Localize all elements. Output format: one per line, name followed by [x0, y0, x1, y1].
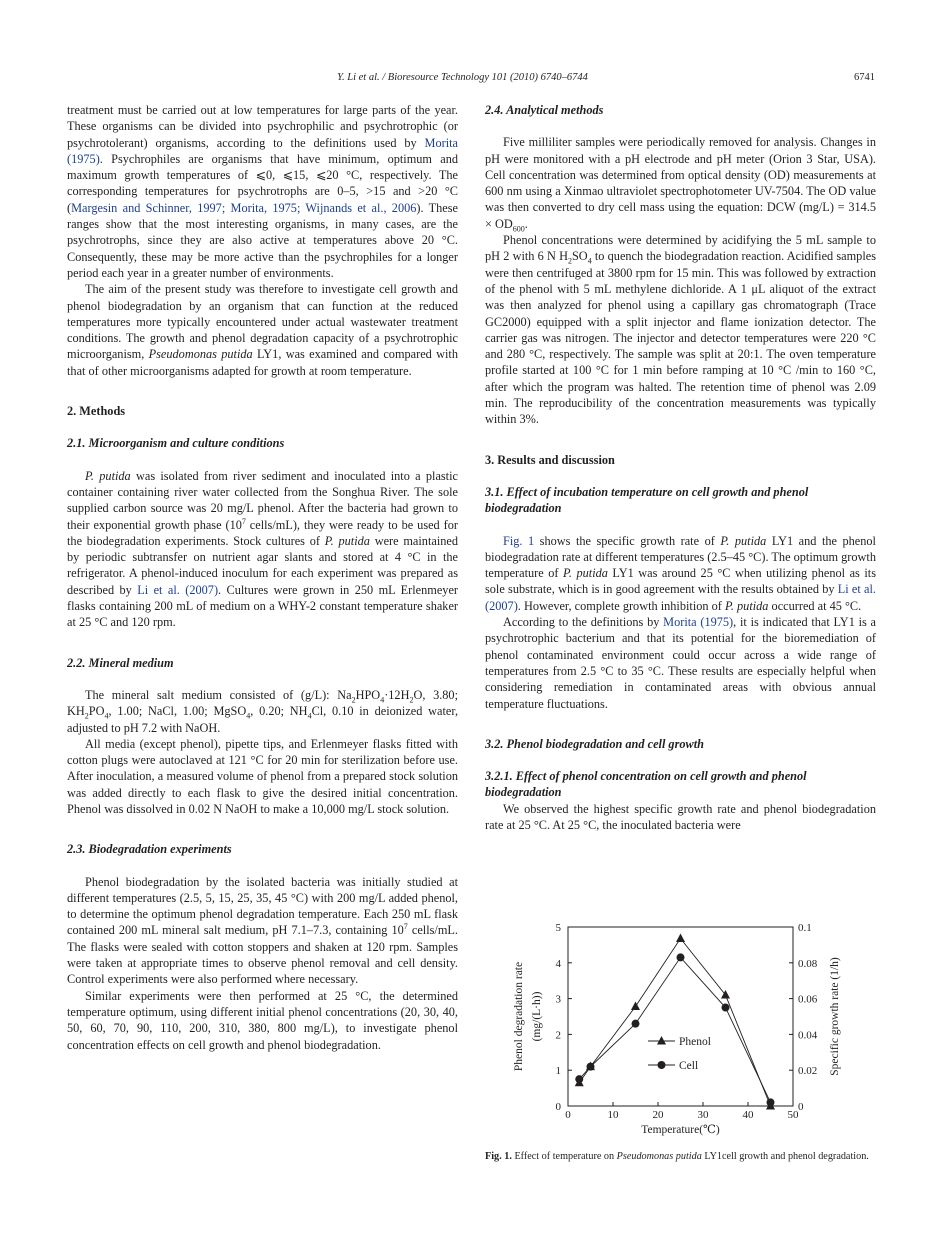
paragraph-2-3b: Similar experiments were then performed at 25 °C, the determined temperature optimum, using different initial phenol concentrations (20, 30, 40, 50, 60, 70, 90, 110, 200, 310, 380, 800 mg/L), to investigate phenol concentration effects on cell growth and phenol biodegradation. [67, 988, 458, 1052]
citation-link[interactable]: Margesin and Schinner, 1997; Morita, 1975; Wijnands et al., 2006 [71, 200, 417, 215]
page-number: 6741 [854, 72, 875, 83]
paragraph-2-4b: Phenol concentrations were determined by acidifying the 5 mL sample to pH 2 with 6 N $H_2SO_4$ to quench the biodegradation reaction. Acidified samples were then centrifuged at 3800 rpm for 15 min. This was followed by extraction of the phenol with 5 mL methylene dichloride. A 1 μL aliquot of the extract was then analyzed for phenol using a capillary gas chromatograph (Trace GC2000) equipped with a split injector and flame ionization detector. The carrier gas was nitrogen. The injector and detector temperatures were 220 °C and 280 °C, respectively. The sample was split at 20:1. The oven temperature profile started at 100 °C for 1 min before ramping at 10 °C /min to 160 °C, after which the program was halted. The retention time of phenol was 2.09 min. The reproducibility of the concentration measurements was typically within 3%. [485, 233, 876, 427]
citation-link[interactable]: Morita (1975) [663, 615, 734, 630]
right-column [485, 102, 876, 833]
series-line-cell [579, 957, 770, 1102]
triangle-marker-icon [676, 933, 685, 942]
y2-tick-label: 0.02 [798, 1065, 818, 1078]
legend-circle-icon [658, 1061, 666, 1069]
y-tick-label: 0 [555, 1101, 561, 1113]
y2-tick-label: 0.08 [798, 957, 818, 970]
y2-tick-label: 0.1 [798, 922, 812, 934]
citation-link[interactable]: Li et al. (2007) [137, 582, 219, 597]
left-column [67, 102, 458, 1053]
y-tick-label: 5 [555, 922, 561, 934]
citation-link[interactable]: Li et al. (2007) [485, 582, 877, 613]
y-tick-label: 1 [555, 1065, 561, 1078]
paragraph-3-1b: According to the definitions by Morita (1975), it is indicated that LY1 is a psychrotrophic bacterium and that its potential for the bioremediation of phenol contaminated environment could occur across a wide range of temperatures from 2.5 °C to 35 °C. These results are especially helpful when considering remediation in contaminated areas with obvious annual temperature fluctuations. [485, 615, 876, 711]
legend-label: Phenol [679, 1036, 711, 1048]
x-tick-label: 30 [697, 1109, 709, 1121]
subsection-heading-3-1: 3.1. Effect of incubation temperature on cell growth and phenol biodegradation [485, 484, 809, 516]
legend-label: Cell [679, 1060, 699, 1072]
subsection-heading-2-1: 2.1. Microorganism and culture conditions [67, 436, 285, 451]
subsection-heading-2-3: 2.3. Biodegradation experiments [67, 842, 232, 857]
x-axis-label: Temperature(℃) [641, 1124, 720, 1136]
y2-tick-label: 0.04 [798, 1029, 818, 1042]
legend-triangle-icon [657, 1036, 666, 1045]
figure-link[interactable]: Fig. 1 [503, 533, 535, 548]
subsection-heading-3-2: 3.2. Phenol biodegradation and cell growth [485, 736, 704, 751]
paragraph-2-1: P. putida was isolated from river sediment and inoculated into a plastic container containing river water collected from the Songhua River. The sole supplied carbon source was 20 mg/L phenol. After the bacteria had grown to their exponential growth phase ($10^7$ cells/mL), they were ready to be used for the biodegradation experiments. Stock cultures of P. putida were maintained by periodic subtransfer on nutrient agar slants and stored at 4 °C in the refrigerator. A phenol-induced inoculum for each experiment was prepared as described by Li et al. (2007). Cultures were grown in 250 mL Erlenmeyer flasks containing 200 mL of medium on a WHY-2 constant temperature shaker at 25 °C and 120 rpm. [67, 468, 459, 630]
paragraph-2-2b: All media (except phenol), pipette tips, and Erlenmeyer flasks fitted with cotton plugs were autoclaved at 121 °C for 20 min for sterilization before use. After inoculation, a measured volume of phenol from a prepared stock solution was added directly to each flask to give the desired initial concentration. Phenol was dissolved in 0.02 N NaOH to make a 10,000 mg/L stock solution. [67, 736, 458, 816]
series-line-phenol [579, 938, 770, 1106]
paragraph-2-2a: The mineral salt medium consisted of (g/L): $Na_2HPO_4\cdot 12H_2O$, 3.80; $KH_2PO_4$, 1.00; NaCl, 1.00; MgSO$_4$, 0.20; $NH_4Cl$, 0.10 in deionized water, adjusted to pH 7.2 with NaOH. [67, 687, 459, 735]
x-tick-label: 50 [787, 1109, 799, 1121]
paragraph-2-4a: Five milliliter samples were periodically removed for analysis. Changes in pH were monitored with a pH electrode and pH meter (Orion 3 Star, USA). Cell concentration was determined from optical density (OD) measurements at 600 nm using a Xinmao ultraviolet spectrophotometer UV-7504. The OD value was then converted to dry cell mass using the equation: DCW $(mg/L) = 314.5 \times OD_{600}$. [485, 135, 876, 234]
circle-marker-icon [587, 1063, 595, 1071]
paragraph-2-3a: Phenol biodegradation by the isolated bacteria was initially studied at different temperatures (2.5, 5, 15, 25, 35, 45 °C) with 200 mg/L added phenol, to determine the optimum phenol degradation temperature. Each 250 mL flask contained 200 mL mineral salt medium, pH 7.1–7.3, containing $10^7$ cells/mL. The flasks were sealed with cotton stoppers and shaken at 120 rpm. Samples were taken at appropriate times to observe phenol removal and cell density. Control experiments were also performed where necessary. [67, 874, 458, 987]
triangle-marker-icon [631, 1001, 640, 1010]
circle-marker-icon [767, 1098, 775, 1106]
x-tick-label: 20 [652, 1109, 664, 1121]
paragraph-3-2-1: We observed the highest specific growth rate and phenol biodegradation rate at 25 °C. At 25 °C, the inoculated bacteria were [485, 801, 876, 832]
figure-1 [485, 910, 876, 1150]
temperature-chart [485, 910, 876, 1150]
figure-caption: Fig. 1. Effect of temperature on Pseudomonas putida LY1cell growth and phenol degradation. [485, 1151, 869, 1162]
paragraph-aim: The aim of the present study was therefore to investigate cell growth and phenol biodegradation by an organism that can function at the reduced temperatures more typically encountered under actual wastewater treatment conditions. The growth and phenol degradation capacity of a psychrotrophic microorganism, Pseudomonas putida LY1, was examined and compared with that of other microorganisms adapted for growth at room temperature. [67, 282, 459, 378]
y-tick-label: 3 [555, 993, 561, 1006]
subsection-heading-2-4: 2.4. Analytical methods [485, 103, 604, 117]
circle-marker-icon [575, 1075, 583, 1083]
running-title: Y. Li et al. / Bioresource Technology 101 (2010) 6740–6744 [337, 72, 588, 83]
section-heading-methods: 2. Methods [67, 404, 126, 419]
y2-tick-label: 0.06 [798, 993, 818, 1006]
y-tick-label: 2 [555, 1029, 561, 1042]
subsection-heading-2-2: 2.2. Mineral medium [67, 655, 174, 670]
y-axis-label: Phenol degradation rate (mg/(L·h)) [513, 961, 543, 1072]
y2-tick-label: 0 [798, 1101, 804, 1113]
circle-marker-icon [632, 1020, 640, 1028]
x-tick-label: 10 [607, 1109, 619, 1121]
circle-marker-icon [677, 953, 685, 961]
paragraph-3-1a: Fig. 1 shows the specific growth rate of P. putida LY1 and the phenol biodegradation rate at different temperatures (2.5–45 °C). The optimum growth temperature of P. putida LY1 was around 25 °C when utilizing phenol as its sole substrate, which is in good agreement with the results obtained by Li et al. (2007). However, complete growth inhibition of P. putida occurred at 45 °C. [485, 533, 877, 613]
section-heading-results: 3. Results and discussion [485, 452, 615, 467]
paragraph-intro-continued: treatment must be carried out at low temperatures for large parts of the year. These organisms can be divided into psychrophilic and psychrotrophic (or psychrotolerant) organisms, according to the definitions used by Morita (1975). Psychrophiles are organisms that have minimum, optimum and maximum growth temperatures of ⩽0, ⩽15, ⩽20 °C, respectively. The corresponding temperatures for psychrotrophs are 0–5, >15 and >20 °C (Margesin and Schinner, 1997; Morita, 1975; Wijnands et al., 2006). These ranges show that the most interesting organisms, in many cases, are the psychrotrophs, since they are also active at temperatures above 20 °C. Consequently, these may be more active than the psychrophiles for a longer period each year in a greater number of environments. [67, 103, 458, 280]
subsection-heading-3-2-1: 3.2.1. Effect of phenol concentration on cell growth and phenol biodegradation [485, 769, 807, 800]
y2-axis-label: Specific growth rate (1/h) [829, 957, 841, 1076]
y-tick-label: 4 [555, 957, 561, 970]
circle-marker-icon [722, 1004, 730, 1012]
x-tick-label: 40 [742, 1109, 754, 1121]
citation-link[interactable]: Morita (1975) [67, 135, 458, 166]
x-tick-label: 0 [565, 1109, 571, 1121]
